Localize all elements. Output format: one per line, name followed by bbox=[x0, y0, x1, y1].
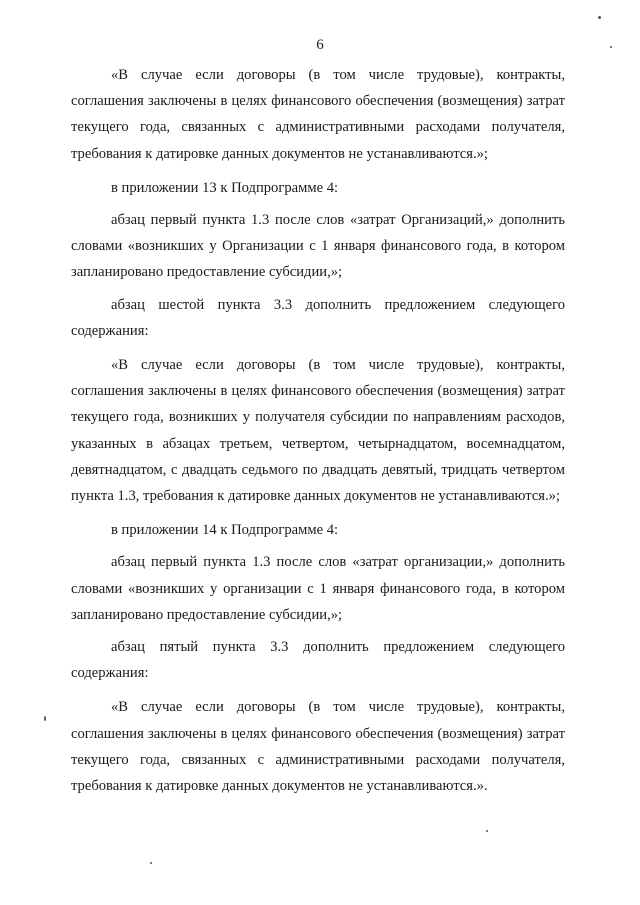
scan-speck bbox=[610, 46, 612, 48]
scan-speck bbox=[44, 716, 46, 721]
paragraph-amend-3-3-app13: абзац шестой пункта 3.3 дополнить предложением следующего содержания: bbox=[71, 296, 565, 339]
scan-speck bbox=[150, 862, 152, 864]
paragraph-quote-3: «В случае если договоры (в том числе трудовые), контракты, соглашения заключены в целях финансового обеспечения (возмещения) затрат текущего года, связанных с административными расходами получателя, требования к датировке данных документов не устанавливаются.». bbox=[71, 699, 565, 795]
paragraph-appendix-14: в приложении 14 к Подпрограмме 4: bbox=[111, 522, 339, 539]
paragraph-appendix-13: в приложении 13 к Подпрограмме 4: bbox=[111, 179, 339, 196]
scan-speck bbox=[486, 830, 488, 832]
paragraph-quote-2: «В случае если договоры (в том числе трудовые), контракты, соглашения заключены в целях финансового обеспечения (возмещения) затрат текущего года, возникших у получателя субсидии по направлениям расходов, указанных в абзацах третьем, четвертом, четырнадцатом, восемнадцатом, девятнадцатом, с двадцать седьмого по двадцать девятый, тридцать четвертом пункта 1.3, требования к датировке данных документов не устанавливаются.»; bbox=[71, 357, 565, 505]
document-body bbox=[71, 62, 565, 799]
paragraph-quote-1: «В случае если договоры (в том числе трудовые), контракты, соглашения заключены в целях финансового обеспечения (возмещения) затрат текущего года, связанных с административными расходами получателя, требования к датировке данных документов не устанавливаются.»; bbox=[71, 67, 565, 162]
page-number: 6 bbox=[316, 37, 324, 53]
paragraph-amend-3-3-app14: абзац пятый пункта 3.3 дополнить предложением следующего содержания: bbox=[71, 639, 565, 682]
scan-speck bbox=[598, 16, 601, 19]
paragraph-amend-1-3-app13: абзац первый пункта 1.3 после слов «затрат Организаций,» дополнить словами «возникших у Организации с 1 января финансового года, в котором запланировано предоставление субсидии,»; bbox=[71, 212, 565, 281]
paragraph-amend-1-3-app14: абзац первый пункта 1.3 после слов «затрат организации,» дополнить словами «возникших у организации с 1 января финансового года, в котором запланировано предоставление субсидии,»; bbox=[71, 554, 565, 623]
